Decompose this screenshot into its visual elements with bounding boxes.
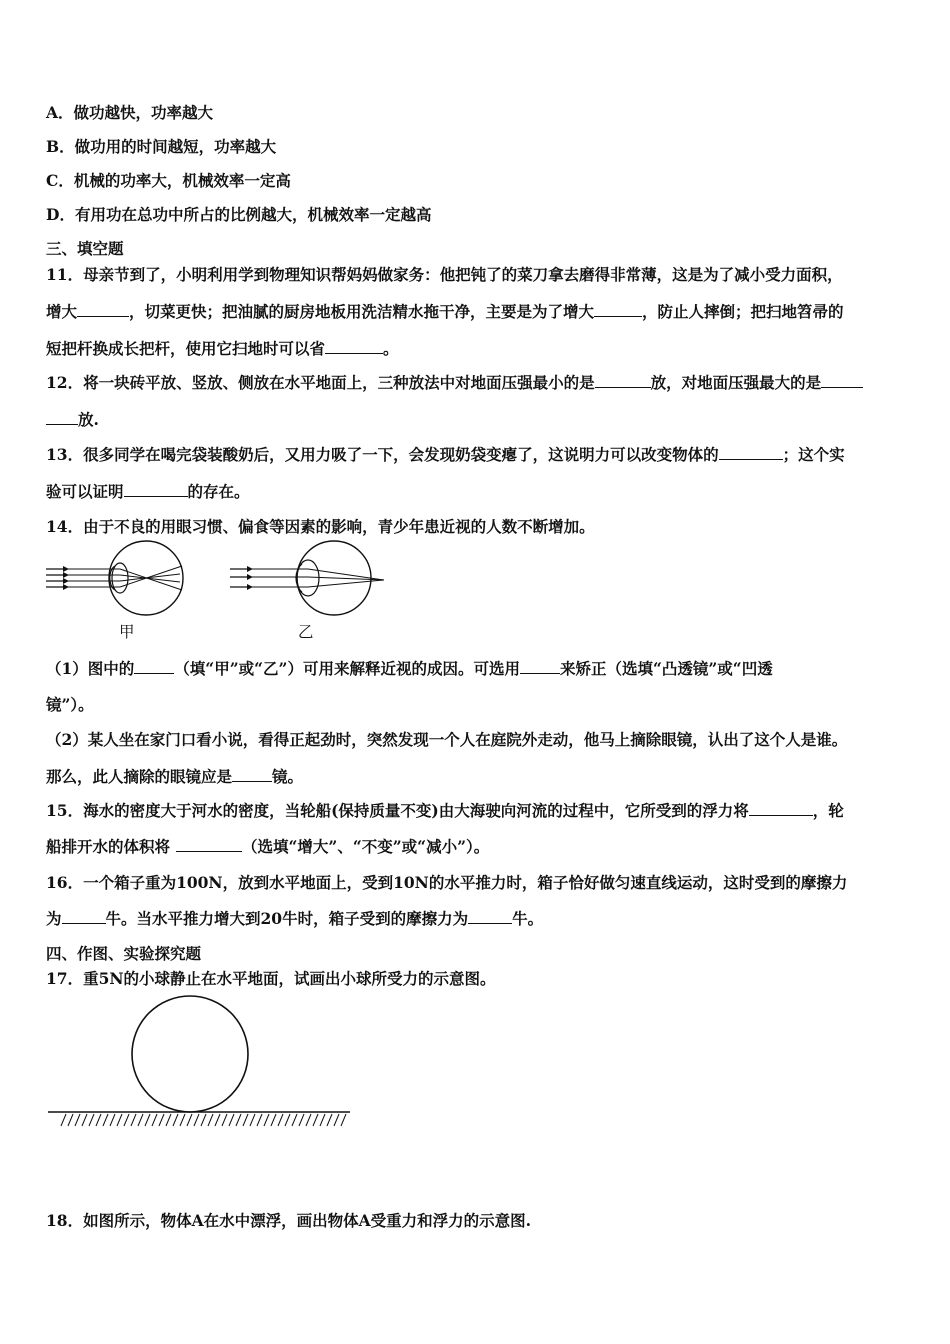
hatch-mark: [75, 1114, 80, 1126]
q14-text-c: 来矫正（选填“凸透镜”或“凹透: [559, 659, 773, 678]
q13-text-a: 13．很多同学在喝完袋装酸奶后，又用力吸了一下，会发现奶袋变瘪了，这说明力可以改变物体的: [46, 445, 719, 464]
q12-line2: [46, 410, 99, 430]
hatch-mark: [173, 1114, 178, 1126]
hatch-mark: [299, 1114, 304, 1126]
q15-text-a: 15．海水的密度大于河水的密度，当轮船(保持质量不变)由大海驶向河流的过程中，它所受到的浮力将: [46, 801, 749, 820]
hatch-mark: [61, 1114, 66, 1126]
hatch-mark: [334, 1114, 339, 1126]
hatch-mark: [166, 1114, 171, 1126]
q14-stem: 14．由于不良的用眼习惯、偏食等因素的影响，青少年患近视的人数不断增加。: [46, 517, 595, 536]
ground-hatching: [61, 1114, 346, 1126]
q11-blank-2[interactable]: [594, 302, 642, 317]
hatch-mark: [222, 1114, 227, 1126]
q12-blank-1[interactable]: [595, 373, 651, 388]
hatch-mark: [124, 1114, 129, 1126]
q14-blank-3[interactable]: [232, 767, 272, 782]
q16-text-c: 牛。: [512, 909, 544, 928]
hatch-mark: [131, 1114, 136, 1126]
hatch-mark: [194, 1114, 199, 1126]
q11-text-e: 。: [383, 339, 399, 358]
q13-text-d: 的存在。: [187, 482, 250, 501]
hatch-mark: [320, 1114, 325, 1126]
q16-blank-2[interactable]: [468, 909, 512, 924]
hatch-mark: [257, 1114, 262, 1126]
q13-text-c: 验可以证明: [46, 482, 124, 501]
eye-label-yi: 乙: [298, 623, 314, 641]
q11-text-a: 增大: [46, 302, 78, 321]
section-drawing-heading: 四、作图、实验探究题: [46, 944, 202, 963]
hatch-mark: [117, 1114, 122, 1126]
hatch-mark: [152, 1114, 157, 1126]
q15-text-d: （选填“增大”、“不变”或“减小”）。: [242, 837, 490, 856]
hatch-mark: [271, 1114, 276, 1126]
q12-line1: [46, 373, 863, 393]
hatch-mark: [110, 1114, 115, 1126]
hatch-mark: [278, 1114, 283, 1126]
q13-blank-1[interactable]: [719, 445, 783, 460]
hatch-mark: [82, 1114, 87, 1126]
q14-text-e: 镜。: [272, 767, 304, 786]
q17-stem: 17．重5N的小球静止在水平地面，试画出小球所受力的示意图。: [46, 969, 496, 988]
q15-line1: [46, 801, 844, 821]
ball-on-ground-diagram: [46, 998, 356, 1138]
hatch-mark: [327, 1114, 332, 1126]
q13-line1: [46, 445, 845, 465]
hatch-mark: [215, 1114, 220, 1126]
hatch-mark: [103, 1114, 108, 1126]
option-c: C．机械的功率大，机械效率一定高: [46, 171, 291, 190]
q11-text-b: ，切菜更快；把油腻的厨房地板用洗洁精水拖干净，主要是为了增大: [129, 302, 595, 321]
q15-blank-1[interactable]: [749, 801, 813, 816]
q16-blank-1[interactable]: [62, 909, 106, 924]
hatch-mark: [250, 1114, 255, 1126]
q14-blank-2[interactable]: [520, 659, 560, 674]
q15-line2: [46, 837, 489, 857]
eye-yi-diagram: [230, 541, 384, 615]
hatch-mark: [313, 1114, 318, 1126]
hatch-mark: [159, 1114, 164, 1126]
hatch-mark: [243, 1114, 248, 1126]
hatch-mark: [89, 1114, 94, 1126]
hatch-mark: [180, 1114, 185, 1126]
hatch-mark: [341, 1114, 346, 1126]
q15-blank-2[interactable]: [176, 837, 242, 852]
q18-stem: 18．如图所示，物体A在水中漂浮，画出物体A受重力和浮力的示意图.: [46, 1211, 532, 1230]
q14-blank-1[interactable]: [134, 659, 174, 674]
q16-line2: [46, 909, 543, 929]
hatch-mark: [264, 1114, 269, 1126]
option-b: B．做功用的时间越短，功率越大: [46, 137, 277, 156]
hatch-mark: [187, 1114, 192, 1126]
q11-text-c: ，防止人摔倒；把扫地笤帚的: [642, 302, 844, 321]
q11-text-d: 短把杆换成长把杆，使用它扫地时可以省: [46, 339, 326, 358]
q11-line3: [46, 339, 399, 359]
hatch-mark: [201, 1114, 206, 1126]
q15-text-c: 船排开水的体积将: [46, 837, 171, 856]
q12-blank-2b[interactable]: [46, 410, 78, 425]
hatch-mark: [138, 1114, 143, 1126]
hatch-mark: [292, 1114, 297, 1126]
q13-line2: [46, 482, 250, 502]
eye-label-jia: 甲: [119, 623, 135, 641]
q16-text-a: 为: [46, 909, 62, 928]
hatch-mark: [229, 1114, 234, 1126]
q16-text-b: 牛。当水平推力增大到20牛时，箱子受到的摩擦力为: [105, 909, 469, 928]
q11-blank-3[interactable]: [325, 339, 383, 354]
q14-text-b: （填“甲”或“乙”）可用来解释近视的成因。可选用: [174, 659, 520, 678]
q12-blank-2a[interactable]: [821, 373, 863, 388]
q13-text-b: ；这个实: [782, 445, 845, 464]
hatch-mark: [306, 1114, 311, 1126]
eye-jia-diagram: [46, 541, 183, 615]
hatch-mark: [68, 1114, 73, 1126]
q11-line2: [46, 302, 844, 322]
hatch-mark: [145, 1114, 150, 1126]
q14-text-d: 那么，此人摘除的眼镜应是: [46, 767, 233, 786]
ball-circle: [132, 996, 248, 1112]
hatch-mark: [285, 1114, 290, 1126]
q14-part1-line2: 镜”）。: [46, 695, 94, 714]
option-d: D．有用功在总功中所占的比例越大，机械效率一定越高: [46, 205, 432, 224]
hatch-mark: [236, 1114, 241, 1126]
q14-part2-line2: [46, 767, 303, 787]
q13-blank-2[interactable]: [124, 482, 188, 497]
q16-line1: 16．一个箱子重为100N，放到水平地面上，受到10N的水平推力时，箱子恰好做匀速直线运动，这时受到的摩擦力: [46, 873, 848, 892]
eye-diagrams: [44, 548, 404, 648]
hatch-mark: [208, 1114, 213, 1126]
q11-blank-1[interactable]: [77, 302, 129, 317]
option-a: A．做功越快，功率越大: [46, 103, 214, 122]
q14-text-a: （1）图中的: [46, 659, 135, 678]
section-fill-in-heading: 三、填空题: [46, 239, 124, 258]
q12-text-b: 放，对地面压强最大的是: [650, 373, 822, 392]
q14-part1-line1: [46, 659, 773, 679]
q12-text-c: 放.: [78, 410, 99, 429]
q14-part2-line1: （2）某人坐在家门口看小说，看得正起劲时，突然发现一个人在庭院外走动，他马上摘除眼镜，认出了这个人是谁。: [46, 730, 848, 749]
q12-text-a: 12．将一块砖平放、竖放、侧放在水平地面上，三种放法中对地面压强最小的是: [46, 373, 595, 392]
q11-line1: 11．母亲节到了，小明利用学到物理知识帮妈妈做家务：他把钝了的菜刀拿去磨得非常薄，这是为了减小受力面积，: [46, 265, 843, 284]
q15-text-b: ，轮: [812, 801, 844, 820]
hatch-mark: [96, 1114, 101, 1126]
